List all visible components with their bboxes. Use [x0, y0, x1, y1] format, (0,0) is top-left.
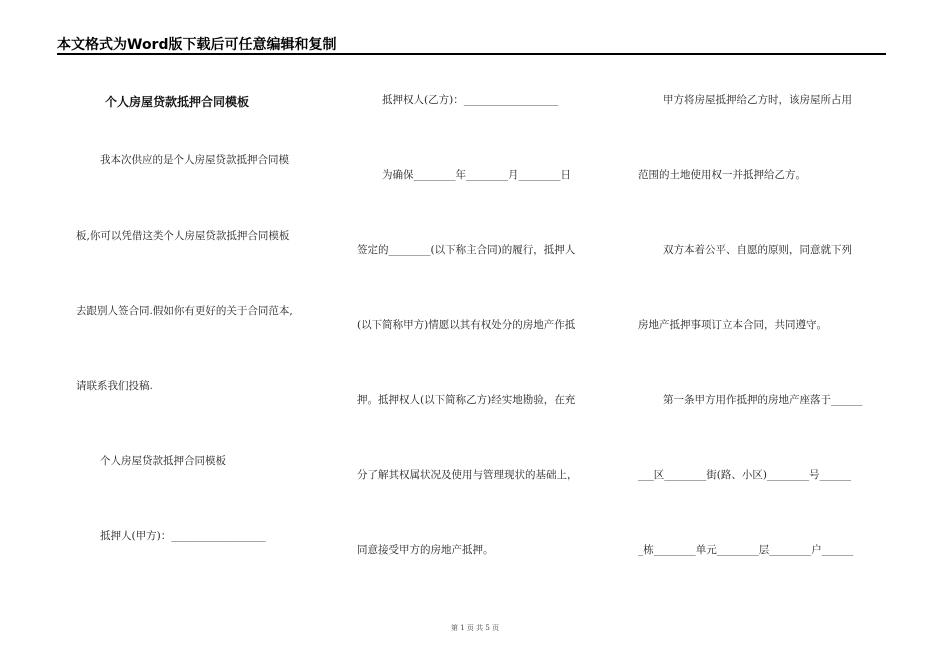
document-title: 个人房屋贷款抵押合同模板	[105, 95, 250, 109]
column2-line-7: 同意接受甲方的房地产抵押。	[357, 544, 494, 556]
column3-line-4: 房地产抵押事项订立本合同，共同遵守。	[638, 319, 827, 331]
page-number: 第 1 页 共 5 页	[450, 624, 500, 632]
column3-line-3: 双方本着公平、自愿的原则，同意就下列	[663, 244, 852, 256]
column3-line-1: 甲方将房屋抵押给乙方时，该房屋所占用	[663, 94, 852, 106]
column1-line-4: 请联系我们投稿.	[76, 380, 153, 392]
column2-line-2: 为确保________年________月________日	[382, 169, 571, 181]
column2-line-3: 签定的________(以下称主合同)的履行，抵押人	[357, 244, 576, 256]
column1-line-5: 个人房屋贷款抵押合同模板	[100, 455, 226, 467]
column2-line-4: (以下简称甲方)情愿以其有权处分的房地产作抵	[357, 319, 576, 331]
column3-line-6: ___区________街(路、小区)________号______	[638, 469, 851, 481]
column3-line-7: _栋________单元________层________户______	[638, 544, 854, 556]
column2-line-5: 押。抵押权人(以下简称乙方)经实地勘验，在充	[357, 394, 576, 406]
column3-line-2: 范围的土地使用权一并抵押给乙方。	[638, 169, 806, 181]
download-notice-banner: 本文格式为Word版下载后可任意编辑和复制	[57, 37, 337, 53]
column1-line-3: 去跟别人签合同.假如你有更好的关于合同范本,	[76, 305, 293, 317]
column2-line-6: 分了解其权属状况及使用与管理现状的基础上，	[357, 469, 578, 481]
column2-line-1: 抵押权人(乙方)：__________________	[382, 94, 559, 106]
column1-line-1: 我本次供应的是个人房屋贷款抵押合同模	[100, 154, 289, 166]
column1-line-2: 板,你可以凭借这类个人房屋贷款抵押合同模板	[76, 230, 290, 242]
header-divider	[57, 53, 886, 55]
column3-line-5: 第一条甲方用作抵押的房地产座落于______	[663, 394, 863, 406]
column1-line-6: 抵押人(甲方)：__________________	[100, 530, 266, 542]
